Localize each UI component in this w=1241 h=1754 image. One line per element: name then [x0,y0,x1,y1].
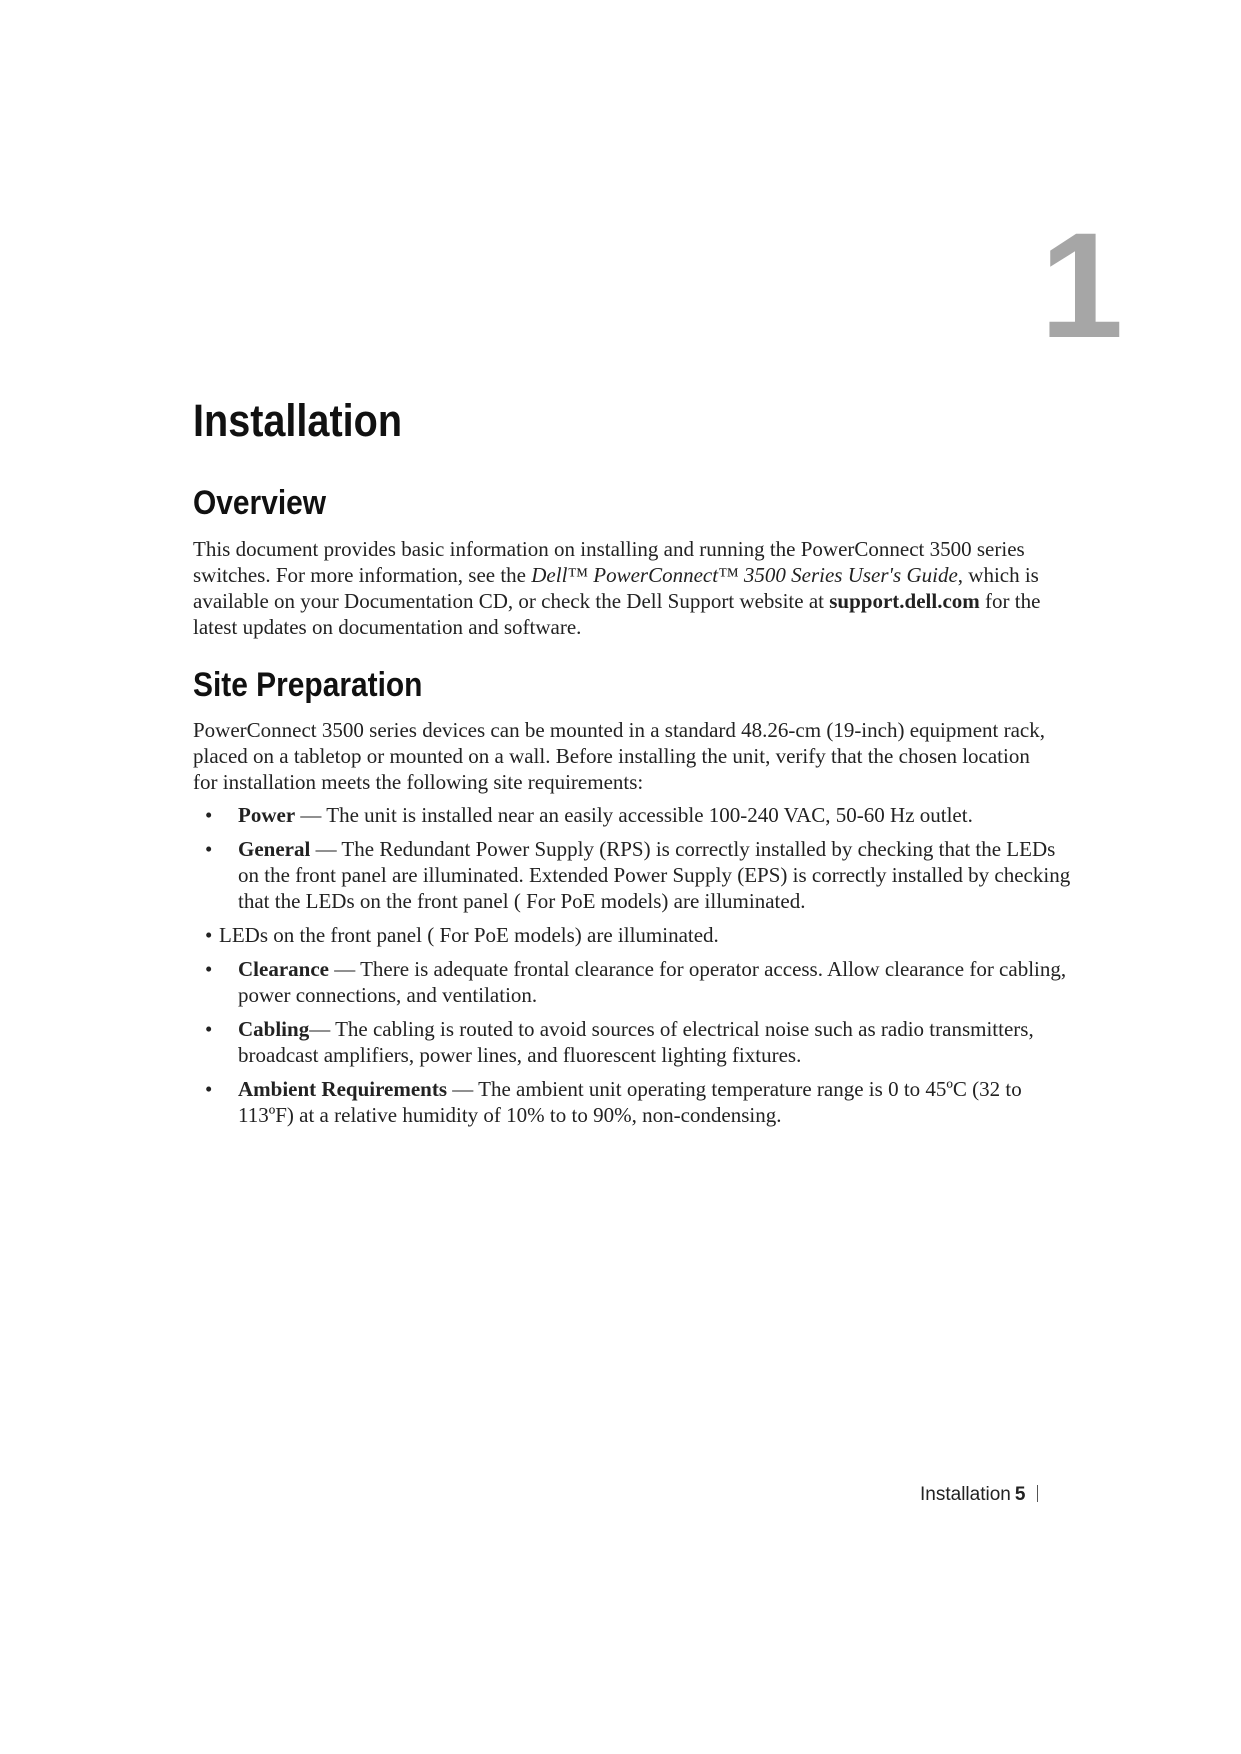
bullet-icon: • [205,1077,213,1101]
bullet-icon: • [205,837,213,861]
requirement-text: — The cabling is routed to avoid sources of electrical noise such as radio transmitters, broadcast amplifiers, power lines, and fluorescent lighting fixtures. [238,1017,1034,1067]
requirement-term: General [238,837,311,861]
support-website-link[interactable]: support.dell.com [829,589,980,613]
overview-heading: Overview [193,484,327,522]
requirement-text: — The Redundant Power Supply (RPS) is correctly installed by checking that the LEDs on the front panel are illuminated. Extended Power Supply (EPS) is correctly installed by checking that the LEDs on the front panel ( For PoE models) are illuminated. [238,837,1071,913]
requirement-text: — The unit is installed near an easily accessible 100-240 VAC, 50-60 Hz outlet. [295,803,973,827]
requirement-general [193,836,1073,914]
overview-text-1: This document provides basic information on installing and running the PowerConnect 3500 series switches. For more information, see the [193,537,1025,587]
site-preparation-heading: Site Preparation [193,666,423,704]
site-requirements-list [193,802,1073,1136]
footer-section-label: Installation [920,1484,1011,1505]
bullet-icon: • [205,1017,213,1041]
user-guide-title: Dell™ PowerConnect™ 3500 Series User's Guide [531,563,958,587]
bullet-icon: • [205,957,213,981]
page-number: 5 [1014,1484,1026,1505]
requirement-text: — There is adequate frontal clearance for operator access. Allow clearance for cabling, power connections, and ventilation. [238,957,1067,1007]
footer-separator [1037,1485,1038,1502]
page-footer [920,1484,1038,1506]
requirement-clearance [193,956,1073,1008]
requirement-cabling [193,1016,1073,1068]
overview-paragraph [193,536,1053,640]
requirement-term: Cabling [238,1017,310,1041]
requirement-text: — The ambient unit operating temperature range is 0 to 45ºC (32 to 113ºF) at a relative humidity of 10% to to 90%, non-condensing. [238,1077,1022,1127]
requirement-ambient [193,1076,1073,1128]
bullet-icon: • [205,803,213,827]
overview-text-2: , which is available on your Documentation CD, or check the Dell Support website at [193,563,1039,613]
requirement-power [193,802,1073,828]
requirement-term: Clearance [238,957,329,981]
requirement-term: Power [238,803,296,827]
requirement-leds [193,922,1073,948]
requirement-term: Ambient Requirements [238,1077,448,1101]
page-title: Installation [193,395,403,446]
bullet-icon: • [205,923,213,947]
site-preparation-intro: PowerConnect 3500 series devices can be mounted in a standard 48.26-cm (19-inch) equipment rack, placed on a tabletop or mounted on a wall. Before installing the unit, verify that the chosen location for installation meets the following site requirements: [193,718,1045,794]
chapter-number: 1 [1040,201,1124,369]
requirement-text: LEDs on the front panel ( For PoE models) are illuminated. [219,923,719,947]
overview-text-3: for the latest updates on documentation and software. [193,589,1041,639]
